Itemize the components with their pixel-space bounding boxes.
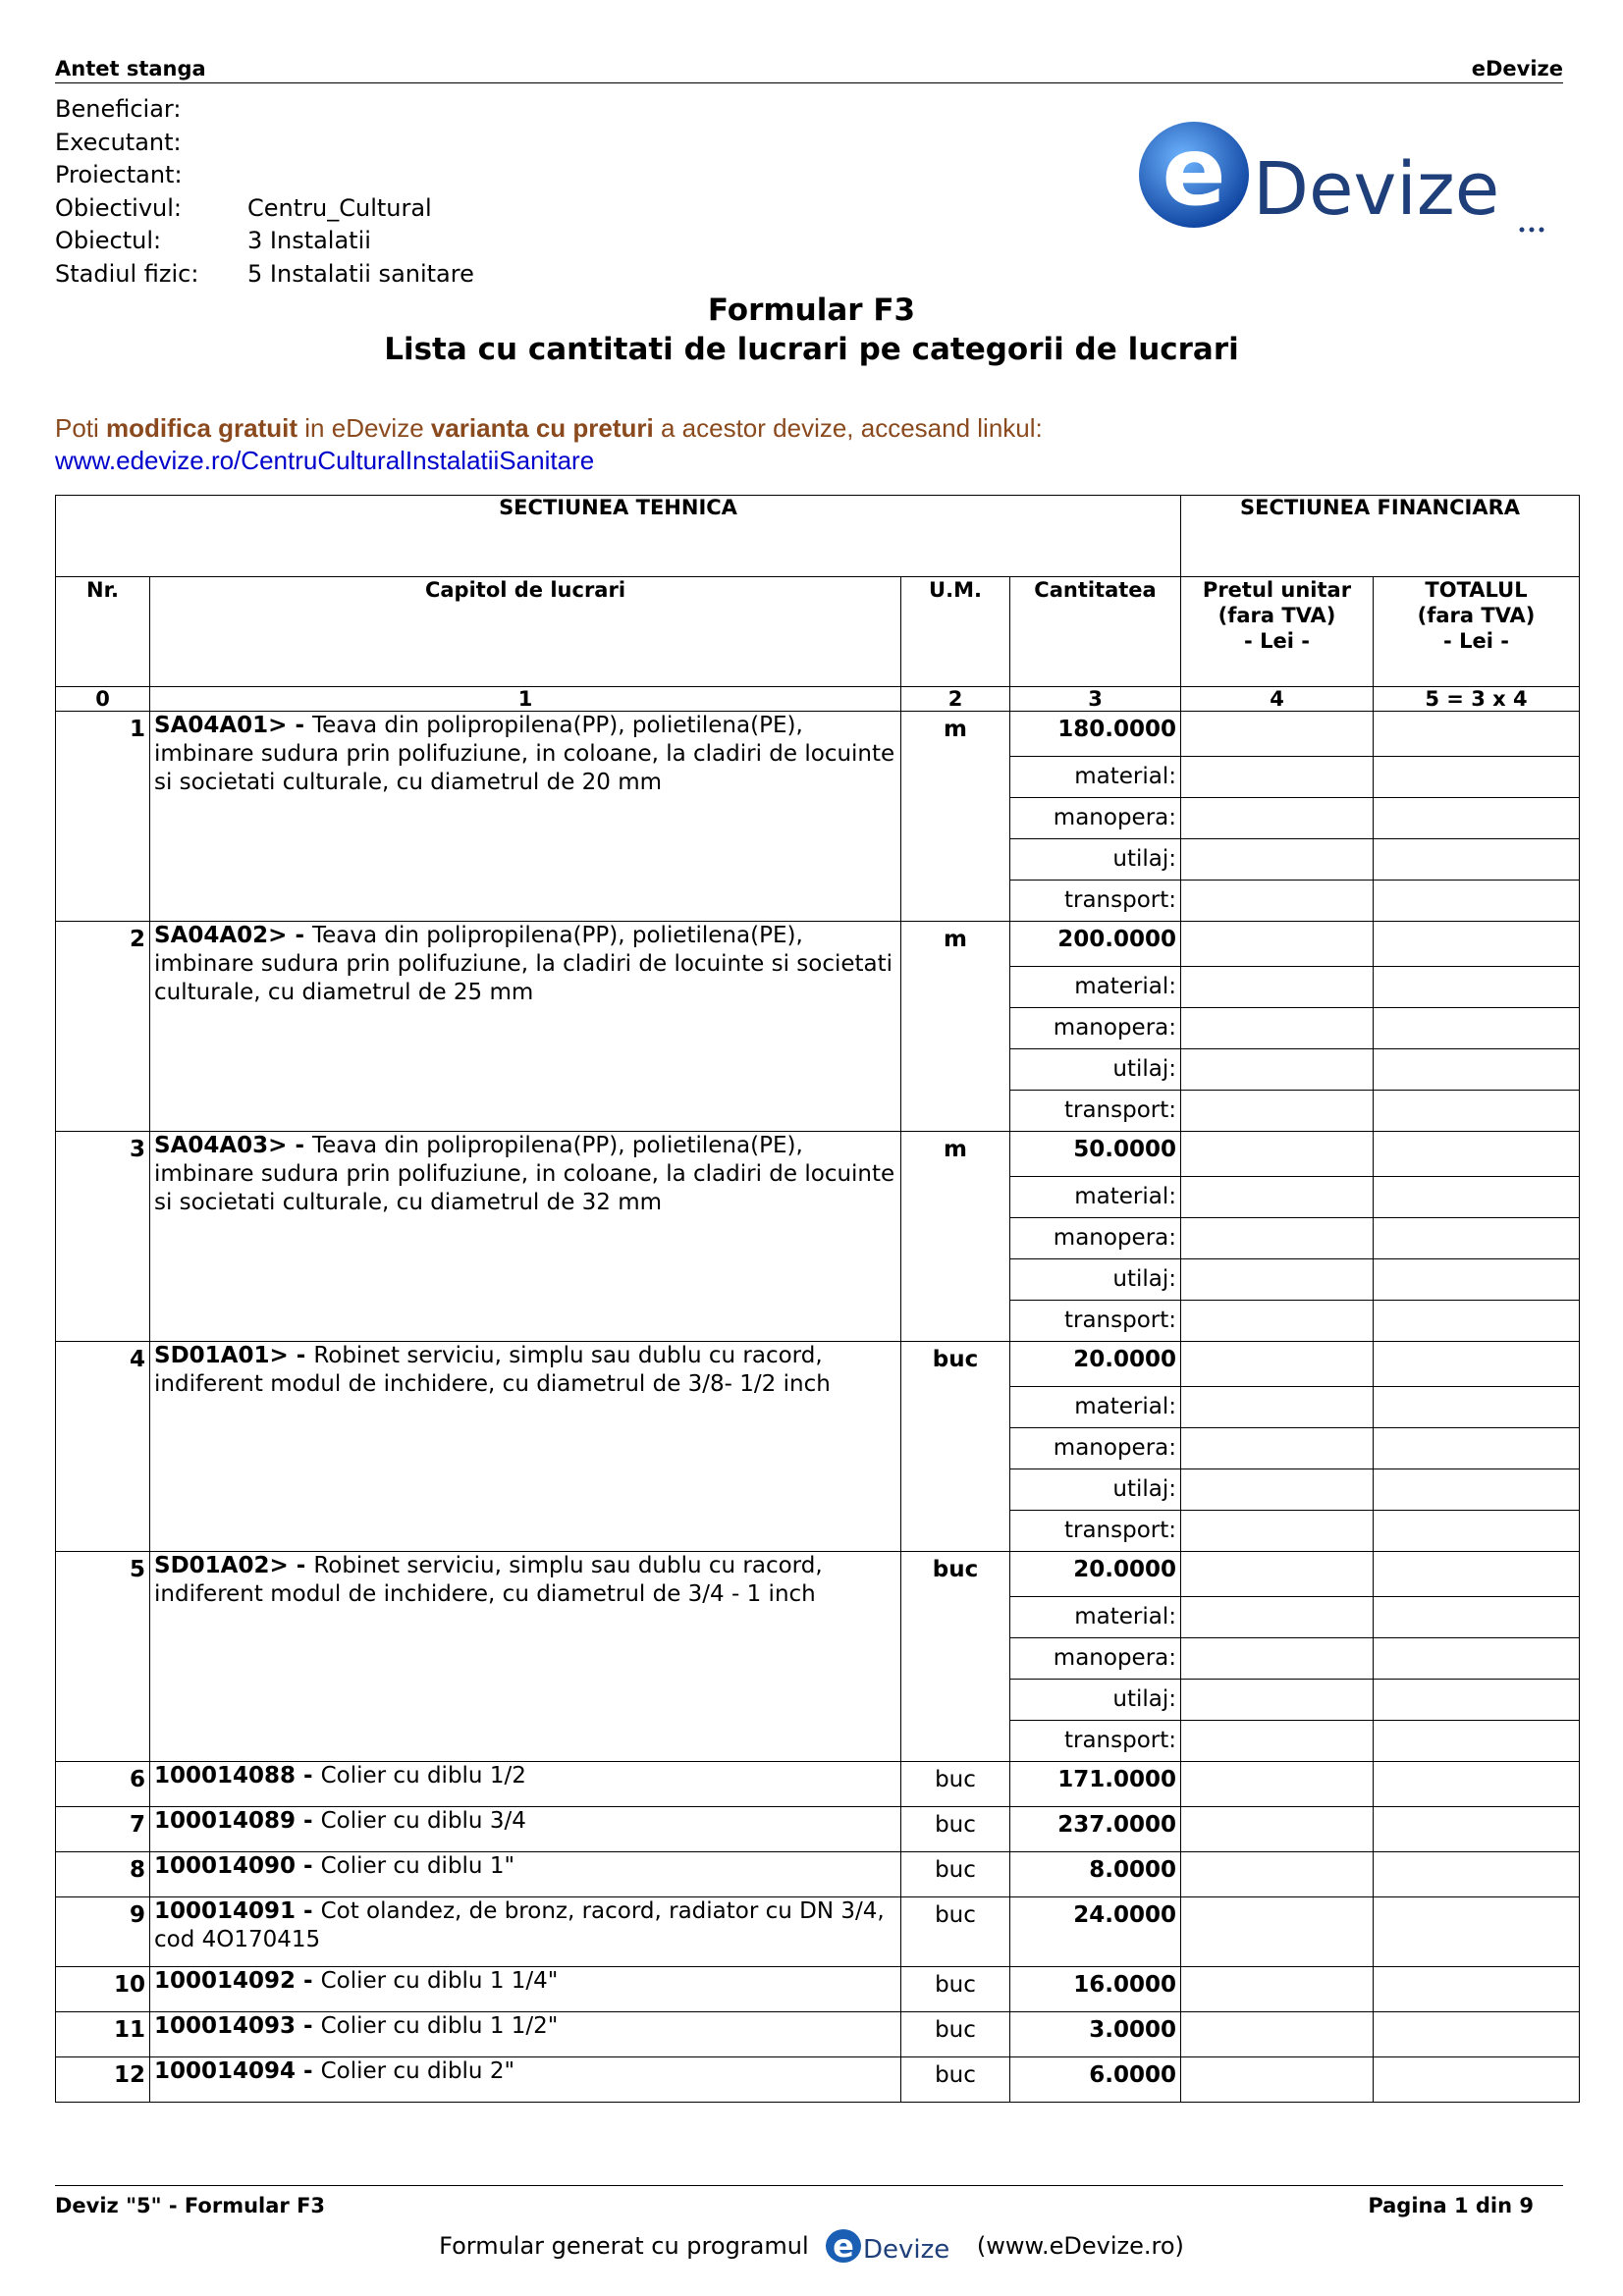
unit-price-cell: [1181, 1218, 1374, 1259]
col-index: 0: [56, 687, 150, 712]
info-key: Beneficiar:: [55, 95, 182, 123]
unit-price-cell: [1181, 839, 1374, 881]
col-unit-price-header: Pretul unitar (fara TVA) - Lei -: [1181, 577, 1374, 687]
unit-price-cell: [1181, 1008, 1374, 1049]
page-footer: [55, 2185, 1563, 2217]
item-description: [150, 1807, 901, 1852]
total-cell: [1374, 1091, 1580, 1132]
item-nr: 12: [56, 2057, 150, 2103]
item-code: SA04A01> -: [154, 713, 313, 738]
unit-price-cell: [1181, 1967, 1374, 2012]
cost-component-label: manopera:: [1010, 1218, 1181, 1259]
table-row: [56, 1762, 1580, 1807]
item-um: buc: [901, 1852, 1010, 1897]
total-cell: [1374, 839, 1580, 881]
header-right: eDevize: [1471, 57, 1563, 80]
unit-price-cell: [1181, 922, 1374, 967]
cost-component-label: utilaj:: [1010, 1469, 1181, 1511]
item-um: buc: [901, 1967, 1010, 2012]
promo-line: Poti modifica gratuit in eDevize varianta cu preturi a acestor devize, accesand linkul:: [55, 413, 1043, 443]
svg-text:Devize: Devize: [1253, 147, 1500, 232]
item-text: Colier cu diblu 1 1/2": [320, 2013, 559, 2039]
item-quantity: 3.0000: [1010, 2012, 1181, 2057]
item-quantity: 16.0000: [1010, 1967, 1181, 2012]
item-quantity: 237.0000: [1010, 1807, 1181, 1852]
cost-component-label: material:: [1010, 967, 1181, 1008]
total-cell: [1374, 1387, 1580, 1428]
cost-component-label: manopera:: [1010, 1638, 1181, 1680]
item-code: SA04A02> -: [154, 923, 313, 948]
total-cell: [1374, 712, 1580, 757]
cost-component-label: material:: [1010, 1387, 1181, 1428]
item-nr: 11: [56, 2012, 150, 2057]
item-description: [150, 712, 901, 922]
item-um: buc: [901, 2057, 1010, 2103]
total-cell: [1374, 1852, 1580, 1897]
col-um-header: U.M.: [901, 577, 1010, 687]
cost-component-label: transport:: [1010, 881, 1181, 922]
project-info: [55, 93, 474, 291]
info-row: [55, 192, 474, 226]
total-cell: [1374, 1511, 1580, 1552]
total-cell: [1374, 881, 1580, 922]
col-total-header: TOTALUL (fara TVA) - Lei -: [1374, 577, 1580, 687]
unit-price-cell: [1181, 798, 1374, 839]
unit-price-cell: [1181, 1638, 1374, 1680]
item-um: m: [901, 1132, 1010, 1342]
item-description: [150, 1552, 901, 1762]
unit-price-cell: [1181, 1511, 1374, 1552]
table-row: [56, 2012, 1580, 2057]
item-text: Colier cu diblu 2": [320, 2058, 515, 2084]
total-cell: [1374, 1897, 1580, 1967]
info-row: [55, 225, 474, 258]
item-description: [150, 1132, 901, 1342]
item-quantity: 6.0000: [1010, 2057, 1181, 2103]
promo-link[interactable]: www.edevize.ro/CentruCulturalInstalatiiSanitare: [55, 446, 595, 475]
item-text: Colier cu diblu 1": [320, 1853, 515, 1879]
total-cell: [1374, 2057, 1580, 2103]
item-quantity: 171.0000: [1010, 1762, 1181, 1807]
item-nr: 2: [56, 922, 150, 1132]
item-code: SA04A03> -: [154, 1133, 313, 1158]
item-um: buc: [901, 1552, 1010, 1762]
cost-component-label: material:: [1010, 1177, 1181, 1218]
item-text: Cot olandez, de bronz, racord, radiator cu DN 3/4, cod 4O170415: [154, 1898, 885, 1952]
item-description: [150, 2057, 901, 2103]
info-key: Executant:: [55, 128, 182, 156]
page-header: [55, 55, 1563, 83]
table-row: [56, 1967, 1580, 2012]
item-quantity: 20.0000: [1010, 1552, 1181, 1597]
info-value: 3 Instalatii: [247, 227, 371, 254]
cost-component-label: transport:: [1010, 1091, 1181, 1132]
item-description: [150, 1897, 901, 1967]
unit-price-cell: [1181, 1552, 1374, 1597]
item-description: [150, 922, 901, 1132]
item-nr: 5: [56, 1552, 150, 1762]
unit-price-cell: [1181, 1680, 1374, 1721]
item-nr: 1: [56, 712, 150, 922]
total-cell: [1374, 1301, 1580, 1342]
cost-component-label: manopera:: [1010, 1428, 1181, 1469]
item-code: 100014088 -: [154, 1763, 321, 1789]
edevize-mini-logo: [824, 2226, 961, 2268]
item-um: buc: [901, 2012, 1010, 2057]
svg-text:Devize: Devize: [863, 2235, 950, 2265]
col-index: 5 = 3 x 4: [1374, 687, 1580, 712]
cost-component-label: material:: [1010, 757, 1181, 798]
total-cell: [1374, 1680, 1580, 1721]
info-value: 5 Instalatii sanitare: [247, 259, 474, 288]
cost-component-label: utilaj:: [1010, 1259, 1181, 1301]
svg-text:e: e: [1162, 117, 1226, 227]
item-text: Teava din polipropilena(PP), polietilena(PE), imbinare sudura prin polifuziune, in coloane, la cladiri de locuinte si societati culturale, cu diametrul de 32 mm: [154, 1133, 895, 1215]
cost-component-label: manopera:: [1010, 798, 1181, 839]
item-text: Colier cu diblu 3/4: [320, 1808, 526, 1834]
footer-page: Pagina 1 din 9: [1368, 2194, 1534, 2217]
generated-post: (www.eDevize.ro): [976, 2232, 1184, 2260]
table-row: [56, 1897, 1580, 1967]
unit-price-cell: [1181, 967, 1374, 1008]
col-index: 1: [150, 687, 901, 712]
table-row: [56, 1552, 1580, 1597]
item-text: Robinet serviciu, simplu sau dublu cu racord, indiferent modul de inchidere, cu diametrul de 3/4 - 1 inch: [154, 1553, 823, 1607]
unit-price-cell: [1181, 1177, 1374, 1218]
col-index: 4: [1181, 687, 1374, 712]
total-cell: [1374, 1132, 1580, 1177]
edevize-logo: [1137, 116, 1569, 238]
item-um: buc: [901, 1342, 1010, 1552]
cost-component-label: utilaj:: [1010, 1049, 1181, 1091]
table-row: [56, 1807, 1580, 1852]
info-key: Stadiul fizic:: [55, 259, 199, 288]
item-um: buc: [901, 1762, 1010, 1807]
table-row: [56, 922, 1580, 967]
info-key: Obiectul:: [55, 227, 162, 254]
form-title: Formular F3: [707, 293, 916, 328]
total-cell: [1374, 1721, 1580, 1762]
table-row: [56, 1132, 1580, 1177]
cost-component-label: transport:: [1010, 1721, 1181, 1762]
item-um: m: [901, 712, 1010, 922]
total-cell: [1374, 1807, 1580, 1852]
item-description: [150, 1967, 901, 2012]
total-cell: [1374, 798, 1580, 839]
item-text: Teava din polipropilena(PP), polietilena(PE), imbinare sudura prin polifuziune, in coloane, la cladiri de locuinte si societati culturale, cu diametrul de 20 mm: [154, 713, 895, 795]
generated-note: [0, 2226, 1623, 2268]
form-subtitle: Lista cu cantitati de lucrari pe categorii de lucrari: [384, 332, 1239, 367]
item-nr: 4: [56, 1342, 150, 1552]
col-index: 3: [1010, 687, 1181, 712]
cost-component-label: utilaj:: [1010, 1680, 1181, 1721]
item-code: 100014093 -: [154, 2013, 321, 2039]
total-cell: [1374, 1342, 1580, 1387]
unit-price-cell: [1181, 1091, 1374, 1132]
unit-price-cell: [1181, 1852, 1374, 1897]
table-row: [56, 1342, 1580, 1387]
unit-price-cell: [1181, 1807, 1374, 1852]
col-nr-header: Nr.: [56, 577, 150, 687]
unit-price-cell: [1181, 2057, 1374, 2103]
total-cell: [1374, 922, 1580, 967]
cost-component-label: manopera:: [1010, 1008, 1181, 1049]
unit-price-cell: [1181, 1428, 1374, 1469]
cost-component-label: utilaj:: [1010, 839, 1181, 881]
item-code: SD01A01> -: [154, 1343, 314, 1368]
header-left: Antet stanga: [55, 57, 206, 80]
item-code: 100014094 -: [154, 2058, 321, 2084]
total-cell: [1374, 1469, 1580, 1511]
unit-price-cell: [1181, 1597, 1374, 1638]
col-qty-header: Cantitatea: [1010, 577, 1181, 687]
total-cell: [1374, 1218, 1580, 1259]
item-um: buc: [901, 1807, 1010, 1852]
item-code: SD01A02> -: [154, 1553, 314, 1578]
item-code: 100014092 -: [154, 1968, 321, 1994]
info-value: Centru_Cultural: [247, 193, 432, 222]
total-cell: [1374, 967, 1580, 1008]
item-description: [150, 1762, 901, 1807]
unit-price-cell: [1181, 1259, 1374, 1301]
unit-price-cell: [1181, 757, 1374, 798]
item-code: 100014089 -: [154, 1808, 321, 1834]
col-index: 2: [901, 687, 1010, 712]
generated-pre: Formular generat cu programul: [439, 2232, 809, 2260]
unit-price-cell: [1181, 1762, 1374, 1807]
item-nr: 6: [56, 1762, 150, 1807]
unit-price-cell: [1181, 1721, 1374, 1762]
item-quantity: 180.0000: [1010, 712, 1181, 757]
item-quantity: 50.0000: [1010, 1132, 1181, 1177]
item-quantity: 8.0000: [1010, 1852, 1181, 1897]
section-financial-header: SECTIUNEA FINANCIARA: [1181, 496, 1580, 577]
unit-price-cell: [1181, 1387, 1374, 1428]
item-um: buc: [901, 1897, 1010, 1967]
unit-price-cell: [1181, 712, 1374, 757]
unit-price-cell: [1181, 1301, 1374, 1342]
total-cell: [1374, 1762, 1580, 1807]
svg-text:e: e: [833, 2227, 855, 2265]
item-um: m: [901, 922, 1010, 1132]
item-description: [150, 2012, 901, 2057]
item-nr: 9: [56, 1897, 150, 1967]
info-key: Obiectivul:: [55, 193, 182, 222]
total-cell: [1374, 2012, 1580, 2057]
quantities-table: [55, 495, 1580, 2103]
info-key: Proiectant:: [55, 161, 183, 188]
table-row: [56, 712, 1580, 757]
item-quantity: 24.0000: [1010, 1897, 1181, 1967]
unit-price-cell: [1181, 1897, 1374, 1967]
item-text: Robinet serviciu, simplu sau dublu cu racord, indiferent modul de inchidere, cu diametrul de 3/8- 1/2 inch: [154, 1343, 831, 1397]
cost-component-label: transport:: [1010, 1301, 1181, 1342]
item-code: 100014090 -: [154, 1853, 321, 1879]
unit-price-cell: [1181, 1049, 1374, 1091]
item-text: Colier cu diblu 1/2: [320, 1763, 526, 1789]
cost-component-label: transport:: [1010, 1511, 1181, 1552]
total-cell: [1374, 1428, 1580, 1469]
item-nr: 7: [56, 1807, 150, 1852]
info-row: [55, 258, 474, 292]
section-technical-header: SECTIUNEA TEHNICA: [56, 496, 1181, 577]
unit-price-cell: [1181, 881, 1374, 922]
unit-price-cell: [1181, 1132, 1374, 1177]
total-cell: [1374, 1177, 1580, 1218]
table-row: [56, 2057, 1580, 2103]
unit-price-cell: [1181, 1469, 1374, 1511]
item-description: [150, 1852, 901, 1897]
total-cell: [1374, 1638, 1580, 1680]
total-cell: [1374, 757, 1580, 798]
item-quantity: 20.0000: [1010, 1342, 1181, 1387]
col-chapter-header: Capitol de lucrari: [150, 577, 901, 687]
total-cell: [1374, 1597, 1580, 1638]
info-row: [55, 159, 474, 192]
item-description: [150, 1342, 901, 1552]
total-cell: [1374, 1049, 1580, 1091]
unit-price-cell: [1181, 1342, 1374, 1387]
item-nr: 3: [56, 1132, 150, 1342]
info-row: [55, 127, 474, 160]
item-quantity: 200.0000: [1010, 922, 1181, 967]
promo-text: [55, 412, 1043, 477]
unit-price-cell: [1181, 2012, 1374, 2057]
item-text: Teava din polipropilena(PP), polietilena(PE), imbinare sudura prin polifuziune, la cladiri de locuinte si societati culturale, cu diametrul de 25 mm: [154, 923, 893, 1005]
total-cell: [1374, 1552, 1580, 1597]
footer-left: Deviz "5" - Formular F3: [55, 2194, 326, 2217]
info-row: [55, 93, 474, 127]
item-code: 100014091 -: [154, 1898, 321, 1924]
item-nr: 10: [56, 1967, 150, 2012]
table-row: [56, 1852, 1580, 1897]
cost-component-label: material:: [1010, 1597, 1181, 1638]
total-cell: [1374, 1967, 1580, 2012]
item-text: Colier cu diblu 1 1/4": [320, 1968, 559, 1994]
total-cell: [1374, 1008, 1580, 1049]
total-cell: [1374, 1259, 1580, 1301]
item-nr: 8: [56, 1852, 150, 1897]
